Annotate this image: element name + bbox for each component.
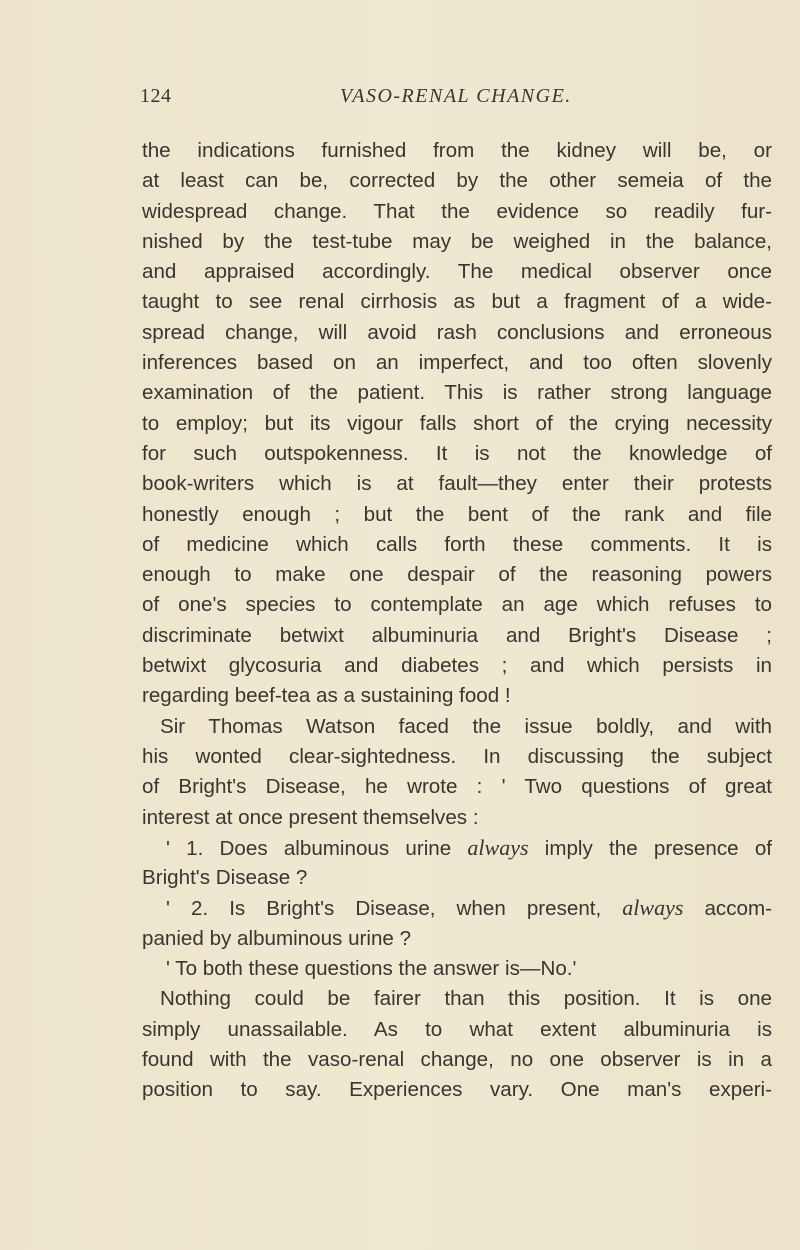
text-line: of medicine which calls forth these comments. It is bbox=[142, 532, 772, 556]
question-1-emphasis: always bbox=[467, 834, 529, 860]
text-line: Sir Thomas Watson faced the issue boldly, and with bbox=[160, 714, 772, 738]
question-1-line-2: Bright's Disease ? bbox=[142, 866, 308, 890]
text-line: discriminate betwixt albuminuria and Bright's Disease ; bbox=[142, 623, 772, 647]
text-line: book-writers which is at fault—they enter their protests bbox=[142, 472, 772, 496]
question-1-line bbox=[142, 833, 772, 863]
text-line: simply unassailable. As to what extent albuminuria is bbox=[142, 1017, 772, 1041]
question-1-text-end: imply the presence of bbox=[528, 836, 772, 860]
text-line: the indications furnished from the kidney will be, or bbox=[142, 139, 772, 162]
text-line: Nothing could be fairer than this position. It is one bbox=[160, 987, 772, 1011]
text-line: to employ; but its vigour falls short of the crying necessity bbox=[142, 411, 772, 435]
text-line: and appraised accordingly. The medical observer once bbox=[142, 260, 772, 284]
text-line: enough to make one despair of the reasoning powers bbox=[142, 563, 772, 587]
text-line: betwixt glycosuria and diabetes ; and which persists in bbox=[142, 654, 772, 678]
text-line: examination of the patient. This is rather strong language bbox=[142, 381, 772, 405]
text-line: interest at once present themselves : bbox=[142, 805, 479, 829]
text-line: spread change, will avoid rash conclusions and erroneous bbox=[142, 320, 772, 344]
text-line: for such outspokenness. It is not the knowledge of bbox=[142, 441, 772, 465]
text-line: widespread change. That the evidence so readily fur- bbox=[142, 199, 772, 223]
question-2-line-2: panied by albuminous urine ? bbox=[142, 926, 412, 950]
body-text bbox=[142, 136, 772, 1106]
text-line: of one's species to contemplate an age which refuses to bbox=[142, 593, 772, 617]
page-number: 124 bbox=[140, 85, 172, 107]
text-line: nished by the test-tube may be weighed in the balance, bbox=[142, 229, 772, 253]
text-line: taught to see renal cirrhosis as but a fragment of a wide- bbox=[142, 290, 772, 314]
text-line: found with the vaso-renal change, no one observer is in a bbox=[142, 1047, 772, 1071]
question-2-text: ' 2. Is Bright's Disease, when present, bbox=[166, 897, 623, 921]
text-line: position to say. Experiences vary. One man's experi- bbox=[142, 1078, 772, 1102]
question-2-text-end: accom- bbox=[683, 897, 772, 921]
text-line: honestly enough ; but the bent of the rank and file bbox=[142, 502, 772, 526]
running-head: VASO-RENAL CHANGE. bbox=[340, 85, 572, 107]
text-line: regarding beef-tea as a sustaining food ! bbox=[142, 684, 511, 708]
question-2-line bbox=[142, 893, 772, 923]
text-line: of Bright's Disease, he wrote : ' Two questions of great bbox=[142, 775, 772, 799]
page-header bbox=[140, 85, 780, 115]
question-1-text: ' 1. Does albuminous urine bbox=[166, 836, 468, 860]
question-2-emphasis: always bbox=[622, 895, 684, 921]
text-line: his wonted clear-sightedness. In discussing the subject bbox=[142, 744, 772, 768]
text-line: inferences based on an imperfect, and too often slovenly bbox=[142, 351, 772, 375]
answer-line: ' To both these questions the answer is—No.' bbox=[166, 957, 577, 981]
text-line: at least can be, corrected by the other semeia of the bbox=[142, 169, 772, 193]
